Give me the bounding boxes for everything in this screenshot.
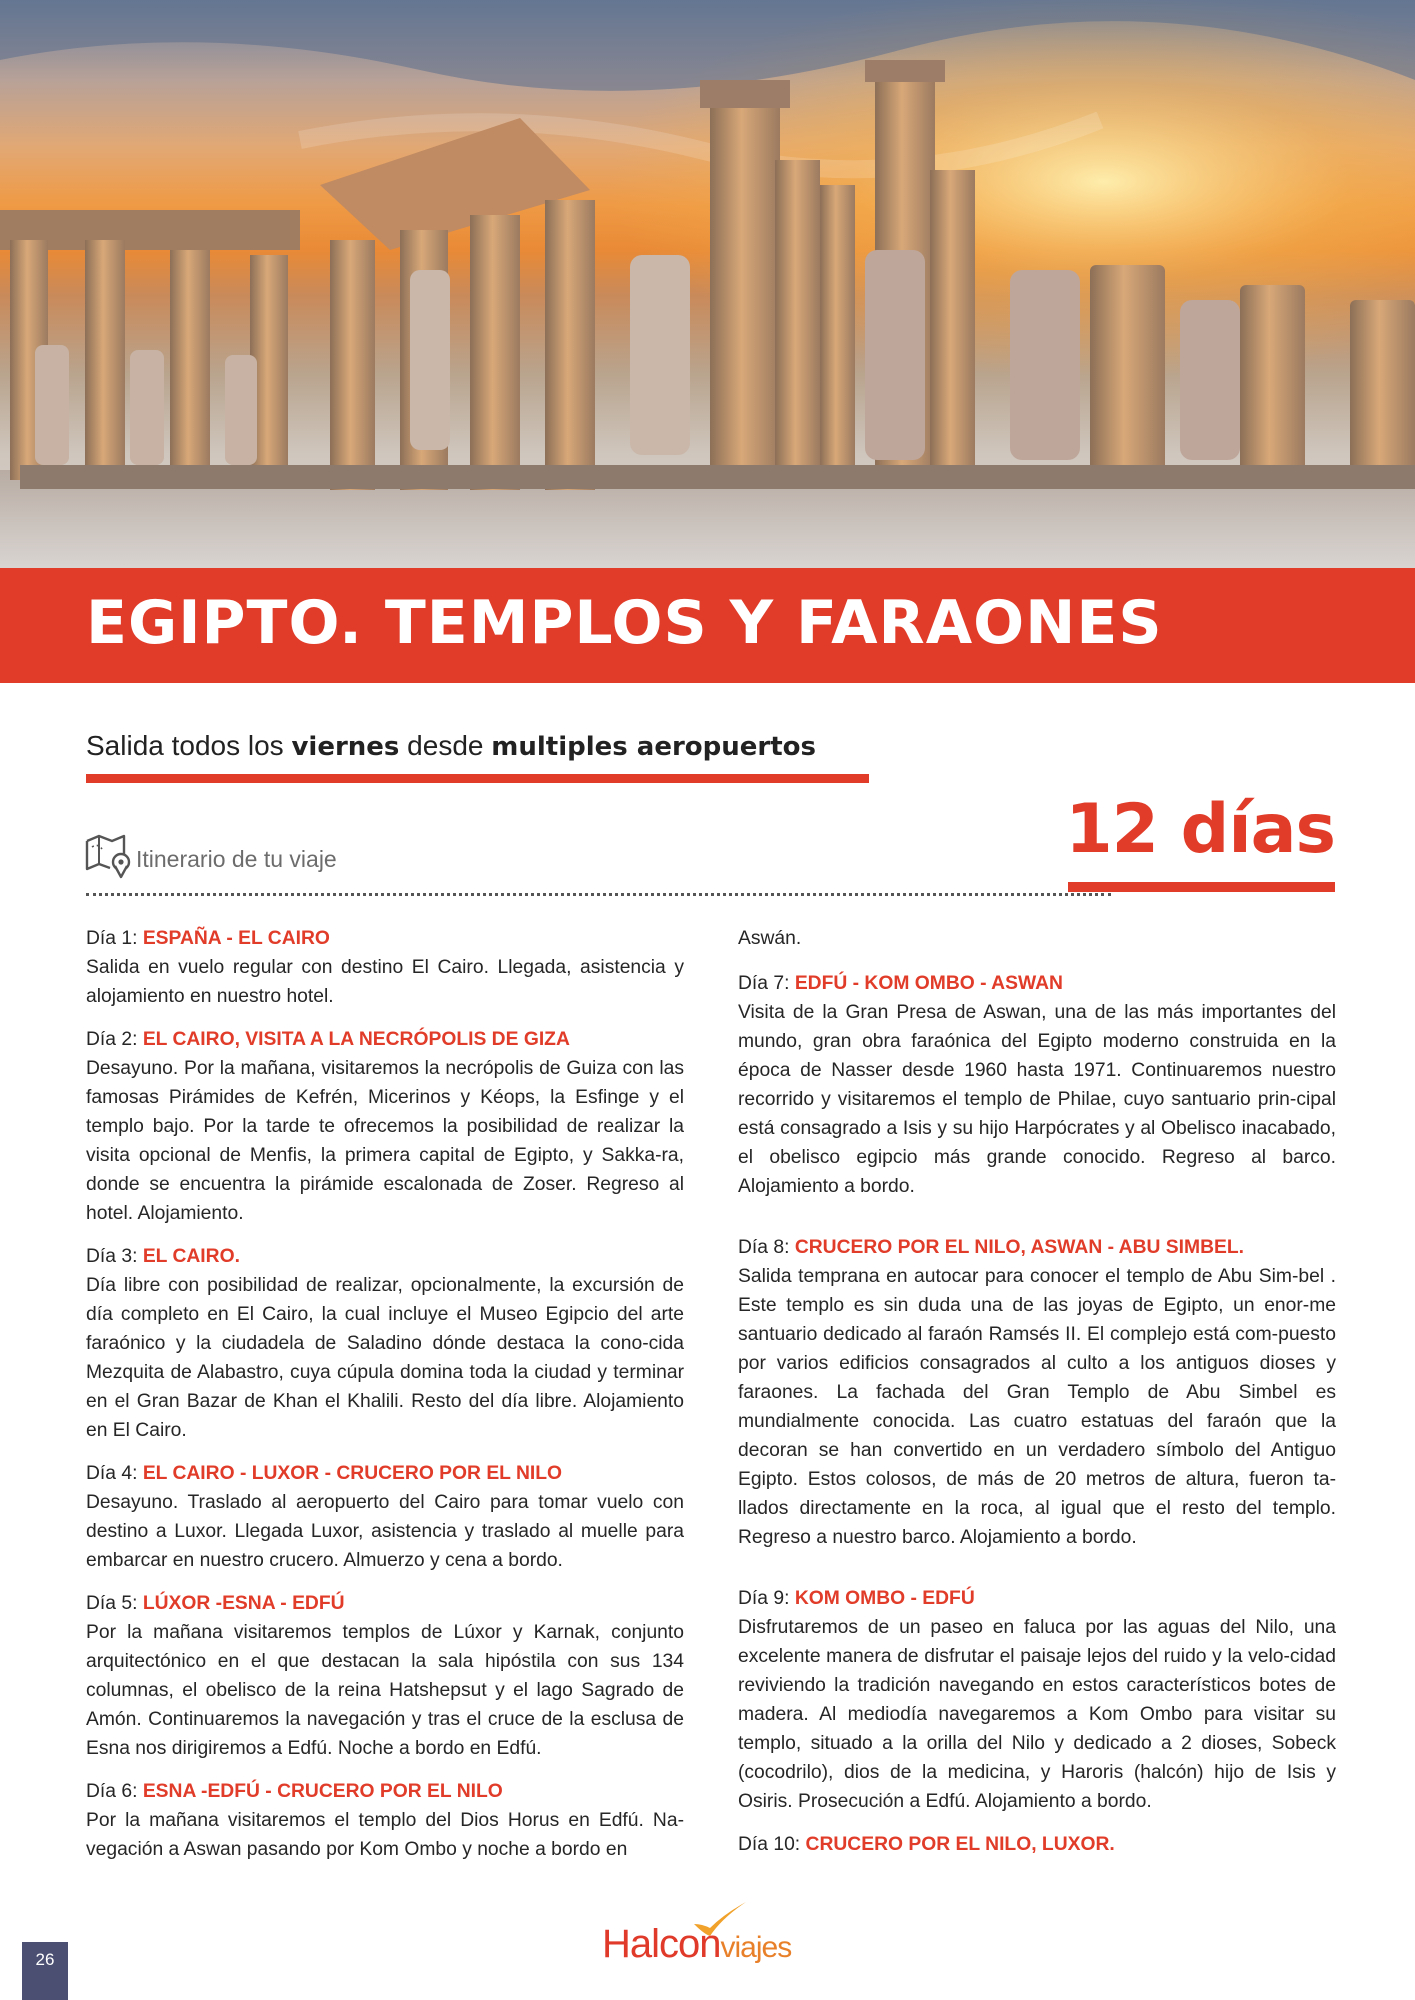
day-route: ESNA -EDFÚ - CRUCERO POR EL NILO (142, 1781, 503, 1802)
day-description: Por la mañana visitaremos templos de Lúxor y Karnak, conjunto arquitectónico en el que destacan la sala hipóstila con sus 134 columnas, el obelisco de la reina Hatshepsut y el lago Sagrado de Amón. Continuaremos la navegación y tras el cruce de la esclusa de Esna nos dirigiremos a Edfú. Noche a bordo en Edfú. (86, 1622, 684, 1759)
day-route: LÚXOR -ESNA - EDFÚ (142, 1593, 345, 1614)
duration-underline (1068, 882, 1335, 892)
day-heading (738, 1233, 1336, 1262)
day-description: Desayuno. Por la mañana, visitaremos la necrópolis de Guiza con las famosas Pirámides de Kefrén, Micerinos y Kéops, la Esfinge y el templo bajo. Por la tarde te ofrecemos la posibilidad de realizar la visita opcional de Menfis, la primera capital de Egipto, y Sakka-ra, donde se encuentra la pirámide escalonada de Zoser. Regreso al hotel. Alojamiento. (86, 1058, 684, 1224)
trip-duration: 12 días (1065, 790, 1335, 869)
day-route: EDFÚ - KOM OMBO - ASWAN (794, 973, 1063, 994)
itinerary-column-right (738, 924, 1336, 1859)
day-number: Día 2: (86, 1029, 143, 1050)
hero-image (0, 0, 1415, 568)
day-heading (738, 969, 1336, 998)
day-number: Día 5: (86, 1593, 143, 1614)
day-description: Día libre con posibilidad de realizar, opcionalmente, la excursión de día completo en El Cairo, la cual incluye el Museo Egipcio del arte faraónico y la ciudadela de Saladino dónde destaca la cono-cida Mezquita de Alabastro, cuya cúpula domina toda la ciudad y terminar en el Gran Bazar de Khan el Khalili. Resto del día libre. Alojamiento en El Cairo. (86, 1275, 684, 1441)
day-heading (86, 1777, 684, 1806)
day-heading (86, 1242, 684, 1271)
temple-illustration (0, 0, 1415, 568)
day-description: Disfrutaremos de un paseo en faluca por las aguas del Nilo, una excelente manera de disfrutar el paisaje lejos del ruido y la velo-cidad reviviendo la tradición navegando en estos característicos botes de madera. Al mediodía navegaremos a Kom Ombo para visitar su templo, situado a la orilla del Nilo y dedicado a 2 dioses, Sobeck (cocodrilo), dios de la medicina, y Haroris (halcón) hijo de Isis y Osiris. Prosecución a Edfú. Alojamiento a bordo. (738, 1617, 1336, 1812)
day-heading (86, 1589, 684, 1618)
brand-logo (602, 1900, 822, 1970)
day-number: Día 7: (738, 973, 795, 994)
day-entry (738, 1830, 1336, 1859)
day-number: Día 3: (86, 1246, 143, 1267)
subtitle-underline (86, 774, 869, 783)
day-number: Día 10: (738, 1834, 806, 1855)
day-entry (738, 1233, 1336, 1552)
day-description: Por la mañana visitaremos el templo del Dios Horus en Edfú. Na-vegación a Aswan pasando por Kom Ombo y noche a bordo en (86, 1810, 684, 1860)
day-entry (86, 1589, 684, 1763)
page-number: 26 (22, 1942, 68, 2000)
day-number: Día 9: (738, 1588, 795, 1609)
departure-subtitle (86, 730, 816, 762)
itinerary-column-left (86, 924, 684, 1864)
day-entry (738, 969, 1336, 1201)
subtitle-text-2: desde (399, 730, 492, 761)
subtitle-bold-airports: multiples aeropuertos (491, 732, 817, 762)
day-entry (86, 1459, 684, 1575)
day-entry (86, 1242, 684, 1445)
day-route: CRUCERO POR EL NILO, ASWAN - ABU SIMBEL. (794, 1237, 1245, 1258)
brand-name: Halcon (602, 1922, 721, 1966)
day-route: ESPAÑA - EL CAIRO (142, 928, 330, 949)
day-number: Día 4: (86, 1463, 143, 1484)
day-entry (86, 924, 684, 1011)
day-route: CRUCERO POR EL NILO, LUXOR. (805, 1834, 1115, 1855)
day-heading (86, 1025, 684, 1054)
day-entry (86, 1777, 684, 1864)
day-entry (738, 1584, 1336, 1816)
brand-wordmark (602, 1922, 791, 1967)
brand-suffix: viajes (720, 1931, 792, 1964)
day-route: EL CAIRO - LUXOR - CRUCERO POR EL NILO (142, 1463, 563, 1484)
map-pin-icon (84, 833, 134, 884)
day-entry (86, 1025, 684, 1228)
subtitle-bold-day: viernes (291, 732, 400, 762)
day-route: EL CAIRO, VISITA A LA NECRÓPOLIS DE GIZA (142, 1029, 570, 1050)
day-description: Visita de la Gran Presa de Aswan, una de las más importantes del mundo, gran obra faraónica del Egipto moderno construida en la época de Nasser desde 1960 hasta 1971. Continuaremos nuestro recorrido y visitaremos el templo de Philae, cuyo santuario prin-cipal está consagrado a Isis y su hijo Harpócrates y al Obelisco inacabado, el obelisco egipcio más grande conocido. Regreso al barco. Alojamiento a bordo. (738, 1002, 1336, 1197)
day-heading (738, 1830, 1336, 1859)
subtitle-text-1: Salida todos los (86, 730, 292, 761)
day-description-continued: Aswán. (738, 928, 802, 949)
title-band (0, 568, 1415, 683)
dotted-divider (86, 893, 1111, 896)
day-number: Día 1: (86, 928, 143, 949)
page-title: EGIPTO. TEMPLOS Y FARAONES (86, 588, 1163, 658)
day-number: Día 6: (86, 1781, 143, 1802)
day-heading (86, 1459, 684, 1488)
day-number: Día 8: (738, 1237, 795, 1258)
day-description: Salida temprana en autocar para conocer el templo de Abu Sim-bel . Este templo es sin duda una de las joyas de Egipto, un enor-me santuario dedicado al faraón Ramsés II. El complejo está com-puesto por varios edificios consagrados al culto a los antiguos dioses y faraones. La fachada del Gran Templo de Abu Simbel es mundialmente conocida. Las cuatro estatuas del faraón que la decoran se han convertido en un verdadero símbolo del Antiguo Egipto. Estos colosos, de más de 20 metros de altura, fueron ta-llados directamente en la roca, al igual que el resto del templo. Regreso a nuestro barco. Alojamiento a bordo. (738, 1266, 1336, 1548)
day-description: Desayuno. Traslado al aeropuerto del Cairo para tomar vuelo con destino a Luxor. Llegada Luxor, asistencia y traslado al muelle para embarcar en nuestro crucero. Almuerzo y cena a bordo. (86, 1492, 684, 1571)
itinerary-label: Itinerario de tu viaje (136, 846, 337, 872)
day-heading (86, 924, 684, 953)
day-description: Salida en vuelo regular con destino El Cairo. Llegada, asistencia y alojamiento en nuestro hotel. (86, 957, 684, 1007)
day-heading (738, 1584, 1336, 1613)
day-route: KOM OMBO - EDFÚ (794, 1588, 975, 1609)
day-route: EL CAIRO. (142, 1246, 240, 1267)
